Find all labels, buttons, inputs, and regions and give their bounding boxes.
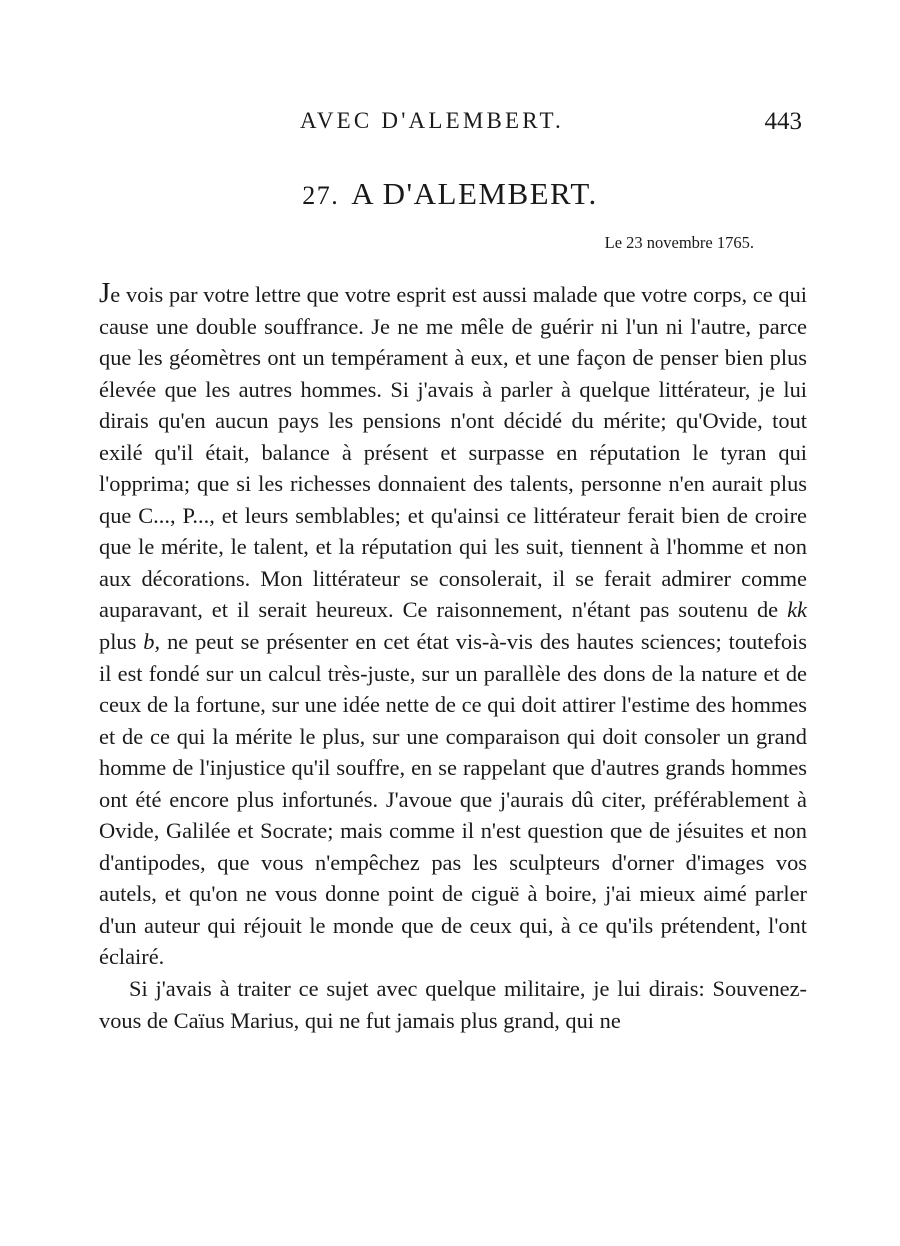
paragraph-1-text-a: e vois par votre lettre que votre esprit est aussi malade que votre corps, ce qui cause une double souffrance. Je ne me mêle de guérir ni l'un ni l'autre, parce que les géomètres ont un tempérament à eux, et une façon de penser bien plus élevée que les autres hommes. Si j'avais à parler à quelque littérateur, je lui dirais qu'en aucun pays les pensions n'ont décidé du mérite; qu'Ovide, tout exilé qu'il était, balance à présent et surpasse en réputation le tyran qui l'opprima; que si les richesses donnaient des talents, personne n'en aurait plus que C..., P..., et leurs semblables; et qu'ainsi ce littérateur ferait bien de croire que le mérite, le talent, et la réputation qui les suit, tiennent à l'homme et non aux décorations. Mon littérateur se consolerait, il se ferait admirer comme auparavant, et il serait heureux. Ce raisonnement, n'étant pas soutenu de	[99, 282, 807, 623]
running-head	[300, 108, 802, 138]
page-number: 443	[764, 108, 802, 135]
paragraph-1	[99, 279, 807, 973]
letter-title: A D'ALEMBERT.	[351, 176, 598, 211]
letter-heading	[0, 176, 900, 212]
math-term-kk: kk	[787, 597, 807, 623]
letter-body	[99, 279, 807, 1036]
paragraph-1-text-c: ne peut se présenter en cet état vis-à-vis des hautes sciences; toutefois il est fondé sur un calcul très-juste, sur un parallèle des dons de la nature et de ceux de la fortune, sur une idée nette de ce qui doit attirer l'estime des hommes et de ce qui la mérite le plus, sur une comparaison qui doit consoler un grand homme de l'injustice qu'il souffre, en se rappelant que d'autres grands hommes ont été encore plus infortunés. J'avoue que j'aurais dû citer, préférablement à Ovide, Galilée et Socrate; mais comme il n'est question que de jésuites et non d'antipodes, que vous n'empêchez pas les sculpteurs d'orner d'images vos autels, et qu'on ne vous donne point de ciguë à boire, j'ai mieux aimé parler d'un auteur qui réjouit le monde que de ceux qui, à ce qu'ils prétendent, l'ont éclairé.	[99, 629, 807, 970]
running-title: AVEC D'ALEMBERT.	[300, 108, 564, 133]
paragraph-1-text-b: plus	[99, 629, 144, 655]
letter-date: Le 23 novembre 1765.	[604, 233, 754, 252]
letter-number: 27.	[302, 181, 340, 210]
math-term-b: b,	[143, 629, 161, 655]
paragraph-2: Si j'avais à traiter ce sujet avec quelque militaire, je lui dirais: Souvenez-vous de Caïus Marius, qui ne fut jamais plus grand, qui ne	[99, 976, 807, 1033]
initial-letter: J	[99, 277, 111, 309]
